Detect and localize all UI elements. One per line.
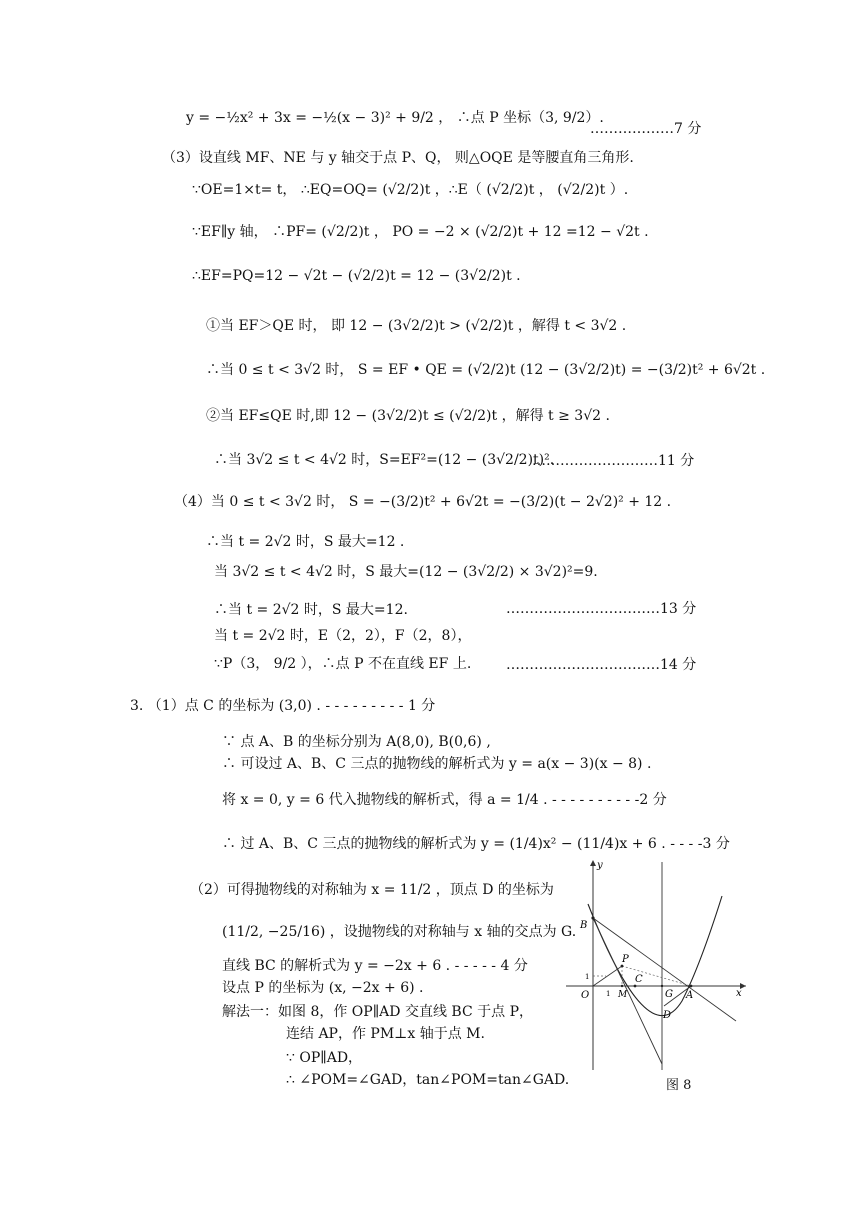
figure-8-graph	[560, 856, 750, 1072]
text-line-l10: （4）当 0 ≤ t < 3√2 时， S = −(3/2)t² + 6√2t = −(3/2)(t − 2√2)² + 12 .	[174, 494, 672, 510]
label-d: D	[663, 1010, 672, 1021]
line-ap	[622, 966, 691, 986]
label-y: y	[597, 860, 603, 871]
text-line-l02: （3）设直线 MF、NE 与 y 轴交于点 P、Q， 则△OQE 是等腰直角三角形.	[162, 150, 634, 166]
text-line-l07: ∴当 0 ≤ t < 3√2 时， S = EF • QE = (√2/2)t (12 − (3√2/2)t) = −(3/2)t² + 6√2t .	[206, 362, 766, 378]
label-o: O	[581, 990, 590, 1001]
text-line-l23: 直线 BC 的解析式为 y = −2x + 6 . - - - - - 4 分	[222, 958, 528, 974]
text-line-l03: ∵OE=1×t= t， ∴EQ=OQ= (√2/2)t ，∴E（ (√2/2)t ， (√2/2)t ）.	[192, 182, 629, 198]
score-marker-s2: ………………………11 分	[532, 453, 695, 469]
text-line-l28: ∴ ∠POM=∠GAD，tan∠POM=tan∠GAD.	[286, 1072, 570, 1088]
point-m	[621, 985, 623, 987]
text-line-l14: 当 t = 2√2 时，E（2，2），F（2，8），	[214, 628, 472, 644]
text-line-l06: ①当 EF＞QE 时， 即 12 − (3√2/2)t > (√2/2)t ，解得 t < 3√2 .	[206, 318, 627, 334]
text-line-l12: 当 3√2 ≤ t < 4√2 时，S 最大=(12 − (3√2/2) × 3√2)²=9.	[214, 564, 598, 580]
label-b: B	[580, 920, 588, 931]
text-line-l21: （2）可得抛物线的对称轴为 x = 11/2 ，顶点 D 的坐标为	[190, 882, 554, 898]
text-line-l04: ∵EF∥y 轴， ∴PF= (√2/2)t ， PO = −2 × (√2/2)t + 12 =12 − √2t .	[192, 224, 649, 240]
score-marker-s3: ……………………………13 分	[506, 601, 697, 617]
point-p	[621, 965, 624, 968]
label-one-y: 1	[585, 973, 590, 981]
text-line-l16: 3. （1）点 C 的坐标为 (3,0) . - - - - - - - - - 1 分	[130, 698, 436, 714]
text-line-l08: ②当 EF≤QE 时,即 12 − (3√2/2)t ≤ (√2/2)t ，解得 t ≥ 3√2 .	[206, 408, 610, 424]
label-a: A	[686, 990, 694, 1001]
point-b	[591, 916, 594, 919]
label-m: M	[618, 990, 628, 1000]
text-line-l13: ∴当 t = 2√2 时，S 最大=12.	[214, 602, 408, 618]
text-line-l15: ∵P（3， 9/2 ），∴点 P 不在直线 EF 上.	[214, 656, 472, 672]
text-line-l01: y = −½x² + 3x = −½(x − 3)² + 9/2 ， ∴点 P 坐标（3, 9/2）.	[186, 110, 604, 126]
text-line-l05: ∴EF=PQ=12 − √2t − (√2/2)t = 12 − (3√2/2)t .	[192, 268, 521, 284]
label-x: x	[736, 988, 742, 999]
text-line-l20: ∴ 过 A、B、C 三点的抛物线的解析式为 y = (1/4)x² − (11/4)x + 6 . - - - -3 分	[222, 836, 730, 852]
point-c	[634, 985, 637, 988]
figure-caption: 图 8	[666, 1078, 692, 1093]
score-marker-s4: ……………………………14 分	[506, 657, 697, 673]
label-one-x: 1	[606, 990, 611, 998]
text-line-l19: 将 x = 0, y = 6 代入抛物线的解析式，得 a = 1/4 . - - - - - - - - - -2 分	[222, 792, 667, 808]
text-line-l25: 解法一：如图 8，作 OP∥AD 交直线 BC 于点 P，	[222, 1004, 533, 1020]
text-line-l26: 连结 AP，作 PM⊥x 轴于点 M.	[286, 1026, 485, 1042]
label-c: C	[635, 974, 643, 985]
text-line-l09: ∴当 3√2 ≤ t < 4√2 时，S=EF²=(12 − (3√2/2)t)².	[214, 452, 555, 468]
line-bc	[593, 918, 662, 1064]
label-g: G	[665, 989, 673, 1000]
score-marker-s1: ………………7 分	[590, 121, 702, 137]
text-line-l18: ∴ 可设过 A、B、C 三点的抛物线的解析式为 y = a(x − 3)(x − 8) .	[222, 756, 652, 772]
text-line-l27: ∵ OP∥AD，	[286, 1050, 363, 1066]
label-p: P	[622, 954, 629, 965]
point-g	[661, 985, 663, 987]
y-axis-arrow	[590, 860, 596, 866]
text-line-l11: ∴当 t = 2√2 时，S 最大=12 .	[206, 534, 405, 550]
point-a	[690, 985, 693, 988]
text-line-l24: 设点 P 的坐标为 (x, −2x + 6) .	[222, 980, 424, 996]
text-line-l17: ∵ 点 A、B 的坐标分别为 A(8,0), B(0,6) ,	[222, 734, 491, 750]
text-line-l22: (11/2, −25/16) ，设抛物线的对称轴与 x 轴的交点为 G.	[222, 924, 577, 940]
